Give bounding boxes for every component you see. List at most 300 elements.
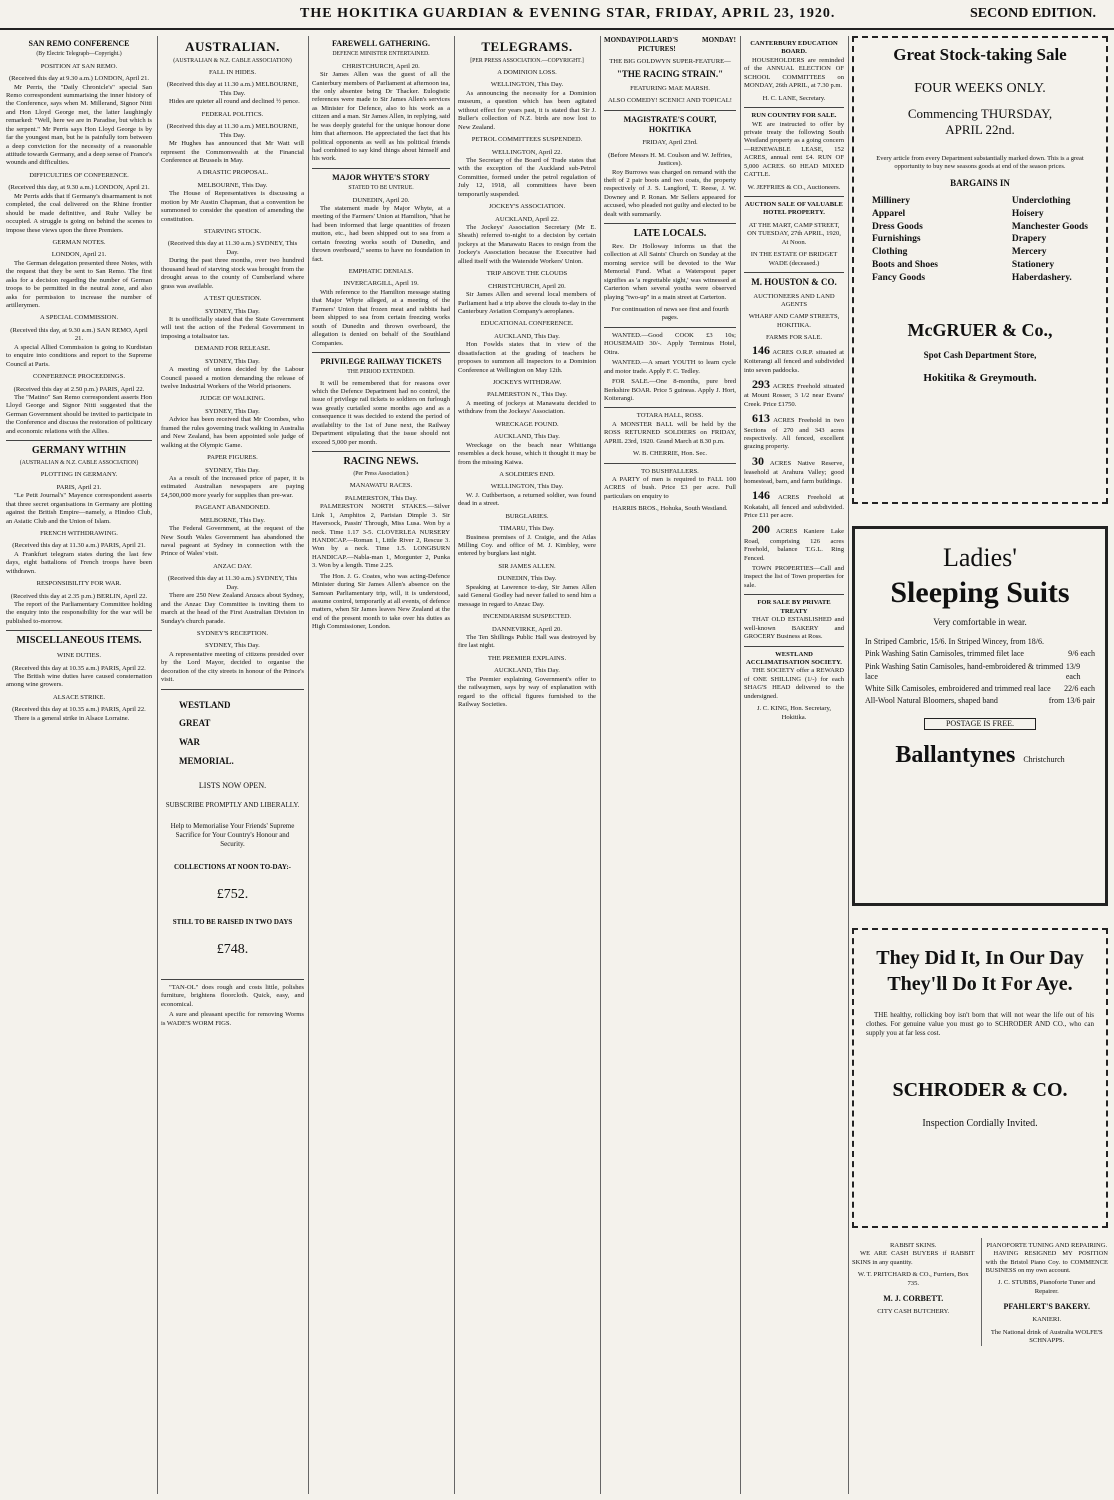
article-text: Mr Perris, the "Daily Chronicle's" special San Remo correspondent summarising the inner history of the Conference, says when M. Millerand, Signor Nitti and Hon Lloyd George met, the latter laughingly remarked: "Well, here we are in Paradise, but which is the serpent." Mr Perris says Hon Lloyd George is by far the youngest man, but he is painfully torn between a deep conviction for the necessity of a reasonable attitude towards Germany, and a deep sense of France's wounds and difficulties.: [6, 83, 152, 167]
article-text: Wreckage on the beach near Whitianga resembles a deck house, which it thought it may be from the missing Kaiwa.: [458, 441, 596, 466]
sale-weeks: FOUR WEEKS ONLY.: [914, 80, 1046, 96]
article-title: A SPECIAL COMMISSION.: [40, 314, 118, 322]
bargains-heading: BARGAINS IN: [950, 177, 1010, 188]
farm-listing: [744, 522, 844, 563]
price-amount: 13/9 each: [1065, 661, 1081, 681]
film-star: FEATURING MAE MARSH.: [630, 84, 710, 92]
bargain-list-right: [1012, 195, 1088, 285]
article-title: POSITION AT SAN REMO.: [40, 62, 118, 70]
bargain-lists: [858, 195, 1102, 285]
article: [6, 373, 152, 436]
article-text: It is unofficially stated that the State Government will test the action of the Federal Government in imposing a totalisator tax.: [161, 315, 304, 340]
memorial-collections-amount: £752.: [216, 887, 249, 903]
memorial-raise-label: STILL TO BE RAISED IN TWO DAYS: [172, 918, 293, 927]
divider: [744, 107, 844, 108]
divider: [312, 352, 450, 353]
banner-left: MONDAY!: [604, 36, 638, 44]
article-text: Sir James Allen was the guest of all the Canterbury members of Parliament at afternoon tea, the only absentee being Dr Thacker. Eulogistic references were made to Sir James Allen's services as Minister for Defence, also to his work as a citizen and a man. Sir James Allen, in replying, said he was deeply grateful for the unique honour done him that afternoon. He appreciated the fact that his political opponents as well as his political friends had combined to say kind things about himself and his work.: [312, 71, 450, 163]
article: [161, 169, 304, 224]
price-row: [861, 636, 1099, 648]
article-dateline: (Received this day at 11.30 a.m.) MELBOURNE, This Day.: [166, 81, 299, 97]
farm-text: ACRES O.R.P. situated at Koiterangi all fenced and subdivided into seven paddocks.: [744, 348, 844, 374]
article-dateline: AUCKLAND, This Day.: [494, 332, 560, 340]
article-text: A meeting of unions decided by the Labour Council passed a motion demanding the release of twelve Industrial Workers of the World prisoners.: [161, 366, 304, 391]
article-text: Mr Hughes has announced that Mr Watt will represent the Commonwealth at the Financial Conference at Brussels in May.: [161, 140, 304, 164]
piano-ad: [981, 1238, 1109, 1346]
ballantynes-footer: [861, 740, 1099, 771]
edu-board-text: HOUSEHOLDERS are reminded of the ANNUAL ELECTION OF SCHOOL COMMITTEES on MONDAY, 26th APRIL, at 7.30 p.m.: [744, 56, 844, 90]
farm-acres: 30: [752, 453, 764, 468]
pfahlert-sub: KANIERI.: [1032, 1316, 1062, 1324]
divider: [744, 646, 844, 647]
divider: [161, 979, 304, 980]
farm-listing: [744, 411, 844, 452]
article-text: There is a general strike in Alsace Lorraine.: [14, 714, 130, 722]
article: [6, 172, 152, 235]
section-heading: AUSTRALIAN.: [185, 39, 280, 54]
article-title: TRIP ABOVE THE CLOUDS: [486, 270, 568, 278]
article-dateline: INVERCARGILL, April 19.: [343, 280, 419, 288]
memorial-open: LISTS NOW OPEN.: [198, 781, 267, 791]
mcgruer-location: Hokitika & Greymouth.: [923, 372, 1037, 385]
rabbit-skins-ad: [852, 1238, 975, 1346]
article-dateline: SYDNEY, This Day.: [205, 307, 260, 315]
mcgruer-sub: Spot Cash Department Store,: [923, 349, 1037, 360]
schroder-inspect: Inspection Cordially Invited.: [922, 1117, 1038, 1129]
banner-mid: POLLARD'S PICTURES!: [637, 36, 679, 53]
sleeping-suits-heading: Sleeping Suits: [890, 576, 1070, 610]
masthead: [0, 0, 1114, 30]
divider: [6, 630, 152, 631]
article-text: It will be remembered that for reasons over which the Defence Department had no control, the issue of privilege rail tickets to soldiers on furlough was greatly curtailed some months ago and as a consequence it was decided to extend the period of availability to the 1st of June next, the Railway Department stipulating that the issue should not exceed 5,000 per month.: [312, 379, 450, 446]
article-dateline: (Received this day at 2.50 p.m.) PARIS, April 22.: [13, 385, 145, 393]
column-rule: [740, 36, 741, 1494]
section-sub: STATED TO BE UNTRUE.: [348, 185, 414, 192]
column-auctions: [744, 36, 844, 1494]
bushfallers-signature: HARRIS BROS., Hohuka, South Westland.: [612, 505, 728, 513]
bakery-text: THAT OLD ESTABLISHED and well-known BAKERY and GROCERY Business at Ross.: [744, 616, 844, 641]
article-text: "Le Petit Journal's" Mayence correspondent asserts that three secret organisations in Germany are plotting against the British Empire—namely, a Hindoo Club, an Asiatic Club and the Union of Islam.: [6, 492, 152, 525]
court-heading: MAGISTRATE'S COURT, HOKITIKA: [623, 114, 717, 134]
price-row: [861, 661, 1099, 683]
price-amount: 22/6 each: [1064, 684, 1095, 694]
price-item: In Striped Cambric, 15/6. In Striped Wincey, from 18/6.: [865, 637, 1044, 647]
ballantynes-name: Ballantynes: [895, 741, 1016, 768]
article-dateline: (Received this day at 11.30 a.m.) MELBOURNE, This Day.: [166, 123, 299, 139]
divider: [312, 451, 450, 452]
article: [458, 69, 596, 132]
article-text: The Hon. J. G. Coates, who was acting-Defence Minister during Sir James Allen's absence on the Samoan Parliamentary trip, will, it is understood, assume control, temporarily at all events, of defence matters, when Sir James leaves New Zealand at the end of the present month to take over his duties as High Commissioner, London.: [312, 572, 450, 631]
article-text: With reference to the Hamilton message stating that Major Whyte alleged, at a meeting of the Farmers' Union that frozen meat and rabbits had been shipped to sea from certain freezing works south of Dunedin and thrown overboard, the allegation is denied on behalf of the Southland Companies.: [312, 288, 450, 347]
piano-text: HAVING RESIGNED MY POSITION with the Bristol Piano Coy. to COMMENCE BUSINESS on my own account.: [985, 1250, 1108, 1275]
farm-acres: 146: [752, 488, 770, 503]
banner-right: MONDAY!: [702, 36, 736, 44]
article-text: The "Matino" San Remo correspondent asserts Hon Lloyd George and Signor Nitti suggested that the German Government should be invited to participate in the Conference and discuss the restoration of politicary and economic relations with the Allies.: [6, 393, 152, 435]
column-advertising: [852, 36, 1108, 1494]
article: [161, 69, 304, 107]
article-dateline: DUNEDIN, April 20.: [352, 196, 410, 204]
article-title: PETROL COMMITTEES SUSPENDED.: [471, 136, 583, 144]
price-item: Pink Washing Satin Camisoles, trimmed filet lace: [865, 649, 1024, 659]
price-item: Pink Washing Satin Camisoles, hand-embroidered & trimmed lace: [865, 661, 1064, 681]
article-title: FRENCH WITHDRAWING.: [40, 529, 118, 537]
acclimatisation-signature: J. C. KING, Hon. Secretary, Hokitika.: [756, 705, 832, 721]
farms-heading: FARMS FOR SALE.: [765, 334, 823, 342]
bargain-item: Millinery: [872, 196, 910, 207]
article-title: PAGEANT ABANDONED.: [195, 504, 270, 512]
memorial-subscribe: SUBSCRIBE PROMPTLY AND LIBERALLY.: [165, 801, 300, 810]
court-before: (Before Messrs H. M. Coulson and W. Jeffries, Justices).: [608, 151, 732, 168]
article-title: JOCKEYS WITHDRAW.: [492, 379, 562, 387]
article-text: W. J. Cuthbertson, a returned soldier, was found dead in a street.: [458, 491, 596, 508]
farm-acres: 613: [752, 411, 770, 426]
farm-text: ACRES Freehold situated at Mount Rosser, 3 1/2 near Evans' Creek. Price £1750.: [744, 383, 844, 408]
article-text: Hon Fowlds states that in view of the dissatisfaction at the grading of teachers he proposes to summon all inspectors to a Dominion Conference at Wellington on May 12th.: [458, 341, 596, 374]
article-text: The Secretary of the Board of Trade states that with the exception of the Auckland sub-Petrol Committee, formed under the petrol regulation of July 12, 1918, all committees have been temporarily suspended.: [458, 156, 596, 198]
divider: [604, 463, 736, 464]
column-rule: [848, 36, 849, 1494]
article-title: FEDERAL POLITICS.: [201, 110, 264, 118]
price-row: [861, 695, 1099, 707]
ball-text: A MONSTER BALL will be held by the ROSS RETURNED SOLDIERS on FRIDAY, APRIL 23rd, 1920. Grand March at 8.30 p.m.: [604, 420, 736, 445]
article-text: Speaking at Lawrence to-day, Sir James Allen said General Godley had never failed to send him a message in regard to Anzac Day.: [458, 583, 596, 608]
auction-venue: AT THE MART, CAMP STREET, ON TUESDAY, 27th APRIL, 1920, At Noon.: [747, 221, 841, 246]
memorial-raise-amount: £748.: [216, 942, 249, 958]
article: [458, 421, 596, 467]
bargain-item: Underclothing: [1011, 196, 1071, 207]
article-dateline: MELBOURNE, This Day.: [197, 181, 268, 189]
memorial-line: WAR: [179, 737, 201, 748]
bargain-item: Furnishings: [872, 234, 921, 245]
memorial-collections-label: COLLECTIONS AT NOON TO-DAY:-: [173, 863, 292, 872]
section-sub: THE PERIOD EXTENDED.: [347, 369, 415, 376]
article-title: INCENDIARISM SUSPECTED.: [482, 613, 572, 621]
article-title: JOCKEY'S ASSOCIATION.: [488, 203, 566, 211]
bargain-item: Boots and Shoes: [872, 260, 938, 271]
article-text: The House of Representatives is discussing a motion by Mr Austin Chapman, that a convention be summoned to consider the question of amending the constitution.: [161, 190, 304, 223]
price-amount: from 13/6 pair: [1048, 696, 1095, 706]
small-ads-row: [852, 1238, 1108, 1346]
article-dateline: AUCKLAND, This Day.: [494, 667, 560, 675]
article: [6, 471, 152, 526]
article-dateline: PARIS, April 21.: [56, 483, 102, 491]
comfy-text: Very comfortable in wear.: [933, 616, 1027, 627]
divider: [604, 327, 736, 328]
article-text: PALMERSTON NORTH STAKES.—Silver Link 1, Amphitos 2, Parisian Dimple 3. Sir Haversock, Passin' Through, Miss Lusa. Won by a neck. Time 1.17 3-5. CLOVERLEA NURSERY HANDICAP.—Roman 1, Little River 2, Rescue 3. Won by a neck. Time 1.5. LONGBURN HANDICAP.—Nabla-man 1, Morgunter 2, Punka 3. Won by a length. Time 2.25.: [312, 503, 450, 570]
article-title: ALSACE STRIKE.: [52, 693, 106, 701]
bargain-list-left: [872, 195, 938, 285]
schroder-slogan-1: They Did It, In Our Day: [876, 947, 1084, 969]
article-title: MANAWATU RACES.: [349, 482, 413, 490]
divider: [744, 196, 844, 197]
column-rule: [600, 36, 601, 1494]
article-title: PLOTTING IN GERMANY.: [40, 471, 118, 479]
farm-listing: [744, 377, 844, 409]
bargain-item: Apparel: [872, 208, 906, 219]
article-title: STARVING STOCK.: [203, 228, 262, 236]
price-item: White Silk Camisoles, embroidered and trimmed real lace: [865, 684, 1051, 694]
article-text: There are 250 New Zealand Anzacs about Sydney, and the Anzac Day Committee is inviting them to march at the head of the First Australian Division in Sunday's church parade.: [161, 592, 304, 625]
postage-note: POSTAGE IS FREE.: [924, 718, 1036, 730]
section-heading: GERMANY WITHIN: [31, 445, 127, 457]
article-dateline: PALMERSTON, This Day.: [345, 494, 417, 502]
mcgruer-ad: [852, 36, 1108, 504]
newspaper-title: THE HOKITIKA GUARDIAN & EVENING STAR, FRIDAY, APRIL 23, 1920.: [300, 6, 836, 21]
article-text: Hides are quieter all round and declined ½ pence.: [169, 98, 300, 106]
column-local: [604, 36, 736, 1494]
acclimatisation-text: THE SOCIETY offer a REWARD of ONE SHILLING (1/-) for each SHAG'S HEAD delivered to the undersigned.: [744, 667, 844, 700]
farm-text: ACRES Native Reserve, leasehold at Arahura Valley; good homestead, barn, and farm buildings.: [744, 459, 844, 485]
column-australian: [161, 36, 304, 1494]
classified-ad: WANTED.—A smart YOUTH to learn cycle and motor trade. Apply F. C. Tedley.: [604, 359, 736, 375]
article-title: SIR JAMES ALLEN.: [498, 562, 556, 570]
article-text: As a result of the increased price of paper, it is estimated Australian newspapers are paying £4,500,000 more yearly for supplies than pre-war.: [161, 474, 304, 499]
article-dateline: MELBORNE, This Day.: [199, 516, 266, 524]
article: [458, 136, 596, 199]
bargain-item: Manchester Goods: [1011, 221, 1088, 232]
run-country-text: WE are instructed to offer by private treaty the following South Westland property as a going concern—RENEWABLE LEASE, 152 ACRES, annual rent £4. RUN OF 5,000 ACRES. 60 HEAD MIXED CATTLE.: [744, 120, 844, 179]
article-dateline: (Received this day at 10.35 a.m.) PARIS, April 22.: [12, 706, 146, 714]
article-title: A TEST QUESTION.: [203, 295, 262, 303]
price-item: All-Wool Natural Bloomers, shaped band: [865, 696, 998, 706]
article-title: DEMAND FOR RELEASE.: [194, 345, 271, 353]
article: [6, 652, 152, 690]
article: [458, 513, 596, 559]
article: [458, 613, 596, 651]
article: [6, 63, 152, 168]
article-title: DIFFICULTIES OF CONFERENCE.: [29, 171, 129, 179]
continuation-note: For continuation of news see first and fourth pages.: [611, 306, 729, 322]
article-title: A SOLDIER'S END.: [499, 470, 555, 478]
article-dateline: SYDNEY, This Day.: [205, 357, 260, 365]
memorial-line: GREAT: [179, 718, 211, 729]
article: [6, 694, 152, 723]
divider: [161, 689, 304, 690]
houston-address: WHARF AND CAMP STREETS, HOKITIKA.: [748, 313, 840, 329]
corbett-name: M. J. CORBETT.: [883, 1293, 944, 1303]
article: [161, 563, 304, 626]
memorial-help: Help to Memorialise Your Friends' Supreme Sacrifice for Your Country's Honour and Security.: [170, 822, 295, 849]
column-telegrams: [458, 36, 596, 1494]
ladies-heading: Ladies': [943, 543, 1017, 572]
article-dateline: WELLINGTON, April 22.: [491, 148, 563, 156]
article-dateline: AUCKLAND, April 22.: [495, 215, 559, 223]
article: [458, 655, 596, 710]
section-heading: FAREWELL GATHERING.: [332, 39, 430, 48]
article-title: ANZAC DAY.: [213, 562, 252, 570]
column-farewell: [312, 36, 450, 1494]
article-dateline: WELLINGTON, This Day.: [490, 483, 564, 491]
edition-label: SECOND EDITION.: [969, 6, 1096, 21]
film-feature: THE BIG GOLDWYN SUPER-FEATURE—: [609, 57, 731, 65]
bargain-item: Clothing: [872, 247, 908, 258]
farm-text: ACRES Kaniere Lake Road, comprising 126 acres Freehold, balance T.G.L. Ring Fenced.: [744, 528, 844, 562]
farm-listing: [744, 454, 844, 486]
divider: [604, 110, 736, 111]
run-country-signature: W. JEFFRIES & CO., Auctioneers.: [747, 183, 841, 191]
ballantynes-location: Christchurch: [1023, 754, 1065, 764]
article-text: The statement made by Major Whyte, at a meeting of the Farmers' Union at Hamilton, "that he had been informed that large quantities of frozen mutton, etc., had been shipped out to sea from a certain freezing works south of Dunedin, and thrown overboard," seems to have no foundation in fact.: [312, 204, 450, 263]
piano-signature: J. C. STUBBS, Pianoforte Tuner and Repairer.: [998, 1279, 1096, 1295]
article: [161, 295, 304, 341]
pictures-banner: [604, 36, 736, 54]
bargain-item: Fancy Goods: [872, 272, 926, 283]
bushfallers-text: A PARTY of men is required to FALL 100 ACRES of bush. Price £3 per acre. Full particulars on enquiry to: [604, 476, 736, 500]
ballantynes-ad: [852, 526, 1108, 906]
farm-text: ACRES Freehold at Kokatahi, all fenced and subdivided. Price £11 per acre.: [744, 494, 844, 519]
private-treaty-heading: FOR SALE BY PRIVATE TREATY: [757, 599, 831, 615]
article: [458, 270, 596, 316]
schroder-text: THE healthy, rollicking boy isn't born that will not wear the life out of his clothes. For genuine value you must go to SCHRODER AND CO., who can supply you at far less cost.: [866, 1011, 1094, 1038]
article: [458, 471, 596, 509]
article: [6, 580, 152, 626]
divider: [744, 594, 844, 595]
article: [6, 530, 152, 576]
hall-heading: TOTARA HALL, ROSS.: [636, 412, 704, 420]
article-text: The German delegation presented three Notes, with the request that they be sent to San Remo. The first asks for a decision regarding the number of German troops to be permitted in the neutral zone, and also asks for permission to increase the number of artillerymen.: [6, 259, 152, 310]
article-title: THE PREMIER EXPLAINS.: [487, 654, 567, 662]
article-dateline: DUNEDIN, This Day.: [497, 575, 557, 583]
section-heading: MAJOR WHYTE'S STORY: [332, 172, 430, 182]
houston-sub: AUCTIONEERS AND LAND AGENTS: [753, 292, 835, 309]
article-dateline: LONDON, April 21.: [51, 251, 107, 259]
rabbit-text: WE ARE CASH BUYERS if RABBIT SKINS in any quantity.: [852, 1250, 975, 1266]
article-dateline: SYDNEY, This Day.: [205, 407, 260, 415]
article-dateline: CHRISTCHURCH, April 20.: [488, 282, 566, 290]
article-title: WRECKAGE FOUND.: [495, 420, 559, 428]
bargain-item: Dress Goods: [872, 221, 923, 232]
mcgruer-name: McGRUER & Co.,: [907, 319, 1053, 340]
column-rule: [157, 36, 158, 1494]
bargain-item: Mercery: [1011, 247, 1047, 258]
farm-listing: [744, 343, 844, 375]
article-text: The Jockeys' Association Secretary (Mr E. Sheath) referred to-night to a decision by certain jockeys at the Manawatu Races to resign from the Jockey's Association because the Executive had allied itself with the Waterside Workers' Union.: [458, 224, 596, 265]
classified-ad: FOR SALE.—One 8-months, pure bred Berkshire BOAR. Price 5 guineas. Apply J. Hort, Koiterangi.: [604, 378, 736, 402]
ad-worm-figs: A sure and pleasant specific for removing Worms is WADE'S WORM FIGS.: [161, 1011, 304, 1027]
farm-acres: 146: [752, 342, 770, 357]
article: [458, 563, 596, 609]
section-sub: DEFENCE MINISTER ENTERTAINED.: [332, 51, 430, 58]
article-title: JUDGE OF WALKING.: [200, 395, 265, 403]
article-text: A Frankfurt telegram states during the last few days, eight battalions of French troops have been withdrawn.: [6, 550, 152, 575]
farm-text: ACRES Freehold in two Sections of 270 and 343 acres respectively. All fenced, excellent grazing property.: [744, 417, 844, 451]
farm-acres: 200: [752, 522, 770, 537]
late-locals-heading: LATE LOCALS.: [633, 228, 707, 240]
section-sub: [PER PRESS ASSOCIATION.—COPYRIGHT.]: [470, 57, 584, 64]
auction-heading: AUCTION SALE OF VALUABLE HOTEL PROPERTY.: [745, 201, 843, 217]
divider: [6, 440, 152, 441]
sale-heading: Great Stock-taking Sale: [893, 45, 1067, 64]
acclimatisation-heading: WESTLAND ACCLIMATISATION SOCIETY.: [746, 650, 842, 666]
classified-ad: WANTED.—Good COOK £3 10s; HOUSEMAID 30/-. Apply Terminus Hotel, Otira.: [604, 331, 736, 356]
article-dateline: (Received this day at 11.30 a.m.) SYDNEY, This Day.: [167, 240, 298, 256]
article-title: SYDNEY'S RECEPTION.: [196, 629, 269, 637]
section-heading: PRIVILEGE RAILWAY TICKETS: [320, 356, 442, 366]
film-also: ALSO COMEDY! SCENIC! AND TOPICAL!: [608, 97, 732, 105]
bargain-item: Hoisery: [1011, 208, 1044, 219]
auction-estate: IN THE ESTATE OF BRIDGET WADE (deceased.): [750, 251, 838, 267]
article-title: A DOMINION LOSS.: [497, 69, 557, 77]
film-title: "THE RACING STRAIN.": [616, 69, 724, 80]
article-dateline: TIMARU, This Day.: [499, 525, 555, 533]
article-text: During the past three months, over two hundred thousand head of starving stock was brought from the drought areas to the county of Cumberland where grass was available.: [161, 257, 304, 290]
divider: [604, 223, 736, 224]
court-date: FRIDAY, April 23rd.: [642, 139, 698, 147]
article-dateline: (Received this day at 11.30 a.m.) PARIS, April 21.: [12, 542, 146, 550]
article-title: EMPHATIC DENIALS.: [348, 268, 414, 276]
article-text: The Ten Shillings Public Hall was destroyed by fire last night.: [458, 633, 596, 650]
ball-signature: W. B. CHERRIE, Hon. Sec.: [633, 450, 707, 458]
article-title: A DRASTIC PROPOSAL.: [196, 169, 269, 177]
article-dateline: SYDNEY, This Day.: [205, 642, 260, 650]
section-sub: (AUSTRALIAN & N.Z. CABLE ASSOCIATION): [19, 459, 139, 466]
ad-tanol: "TAN-OL" does rough and costs little, polishes furniture, brightens floorcloth. Quick, easy, and economical.: [161, 983, 304, 1008]
article-text: As announcing the necessity for a Dominion museum, a question which has been agitated without effect for years past, it is stated that Sir J. Buller's collection of N.Z. birds are now lost to New Zealand.: [458, 89, 596, 131]
section-sub: (AUSTRALIAN & N.Z. CABLE ASSOCIATION): [173, 57, 292, 64]
bargain-item: Haberdashery.: [1011, 272, 1072, 283]
bushfallers-heading: TO BUSHFALLERS.: [641, 467, 699, 475]
divider: [604, 407, 736, 408]
sale-commencing: Commencing THURSDAY,: [907, 105, 1053, 121]
farm-listing: [744, 488, 844, 520]
article: [458, 320, 596, 375]
article-dateline: (Received this day, at 9.30 a.m.) SAN REMO, April 21.: [10, 326, 148, 343]
article: [161, 630, 304, 685]
article: [458, 379, 596, 417]
memorial-ad: [161, 694, 304, 975]
article-dateline: DANNEVIRKE, April 20.: [492, 625, 562, 633]
article: [161, 228, 304, 291]
rabbit-heading: RABBIT SKINS.: [890, 1242, 937, 1249]
article-text: Advice has been received that Mr Coombes, who framed the rules governing track walking in Australia and New Zealand, has been appointed sole judge of walking at the Olympic Game.: [161, 416, 304, 449]
section-heading: MISCELLANEOUS ITEMS.: [16, 635, 142, 647]
article: [6, 314, 152, 369]
article: [6, 239, 152, 311]
price-row: [861, 683, 1099, 695]
article-title: PAPER FIGURES.: [207, 454, 258, 462]
schroder-ad: [852, 928, 1108, 1228]
section-heading: RACING NEWS.: [343, 456, 419, 468]
schroder-slogan-2: They'll Do It For Aye.: [887, 972, 1073, 995]
article: [161, 111, 304, 166]
article-text: A meeting of jockeys at Manawatu decided to withdraw from the Jockeys' Association.: [458, 399, 596, 416]
section-sub: (By Electric Telegraph—Copyright.): [36, 51, 122, 58]
article-dateline: AUCKLAND, This Day.: [494, 433, 560, 441]
town-properties: TOWN PROPERTIES—Call and inspect the list of Town properties for sale.: [744, 565, 844, 589]
column-rule: [308, 36, 309, 1494]
edu-board-heading: CANTERBURY EDUCATION BOARD.: [750, 40, 838, 56]
bargain-item: Stationery: [1011, 260, 1055, 271]
bargain-item: Drapery: [1011, 234, 1047, 245]
price-row: [861, 648, 1099, 660]
run-country-heading: RUN COUNTRY FOR SALE.: [751, 112, 837, 120]
memorial-line: WESTLAND: [179, 699, 231, 710]
sale-note: Every article from every Department substantially marked down. This is a great opportunity to buy new seasons goods at end of the season prices.: [876, 154, 1084, 171]
article-text: A special Allied Commission is going to Kurdistan to enquire into conditions and report to the Supreme Council at Paris.: [6, 343, 152, 368]
article: [161, 504, 304, 559]
article-dateline: (Received this day at 11.30 a.m.) SYDNEY, This Day.: [167, 575, 298, 591]
section-sub: (Per Press Association.): [353, 470, 409, 477]
column-san-remo: [6, 36, 152, 1494]
article-title: GERMAN NOTES.: [52, 238, 106, 246]
article-text: Mr Perris adds that if Germany's disarmament is not completed, the coal delivered on the Rhine frontier should be made definitive, and Ruhr Valley be occupied. A struggle is going on behind the scenes to impose these views upon the three Premiers.: [6, 192, 152, 234]
article-text: Sir James Allen and several local members of Parliament had a trip above the clouds to-day in the Canterbury Aviation Company's aeroplanes.: [458, 291, 596, 315]
article: [161, 454, 304, 500]
article-title: BURGLARIES.: [505, 512, 549, 520]
article-title: RESPONSIBILITY FOR WAR.: [36, 580, 122, 588]
late-locals-text: Rev. Dr Holloway informs us that the collection at All Saints' Church on Sunday at the morning service will be devoted to the War Memorial Fund. What a Waterspout paper signifies as 'a regrettable sight,' was witnessed at Carterton when several youths were observed playing "two-up" in a main street at Carterton.: [604, 242, 736, 301]
memorial-line: MEMORIAL.: [179, 756, 234, 767]
